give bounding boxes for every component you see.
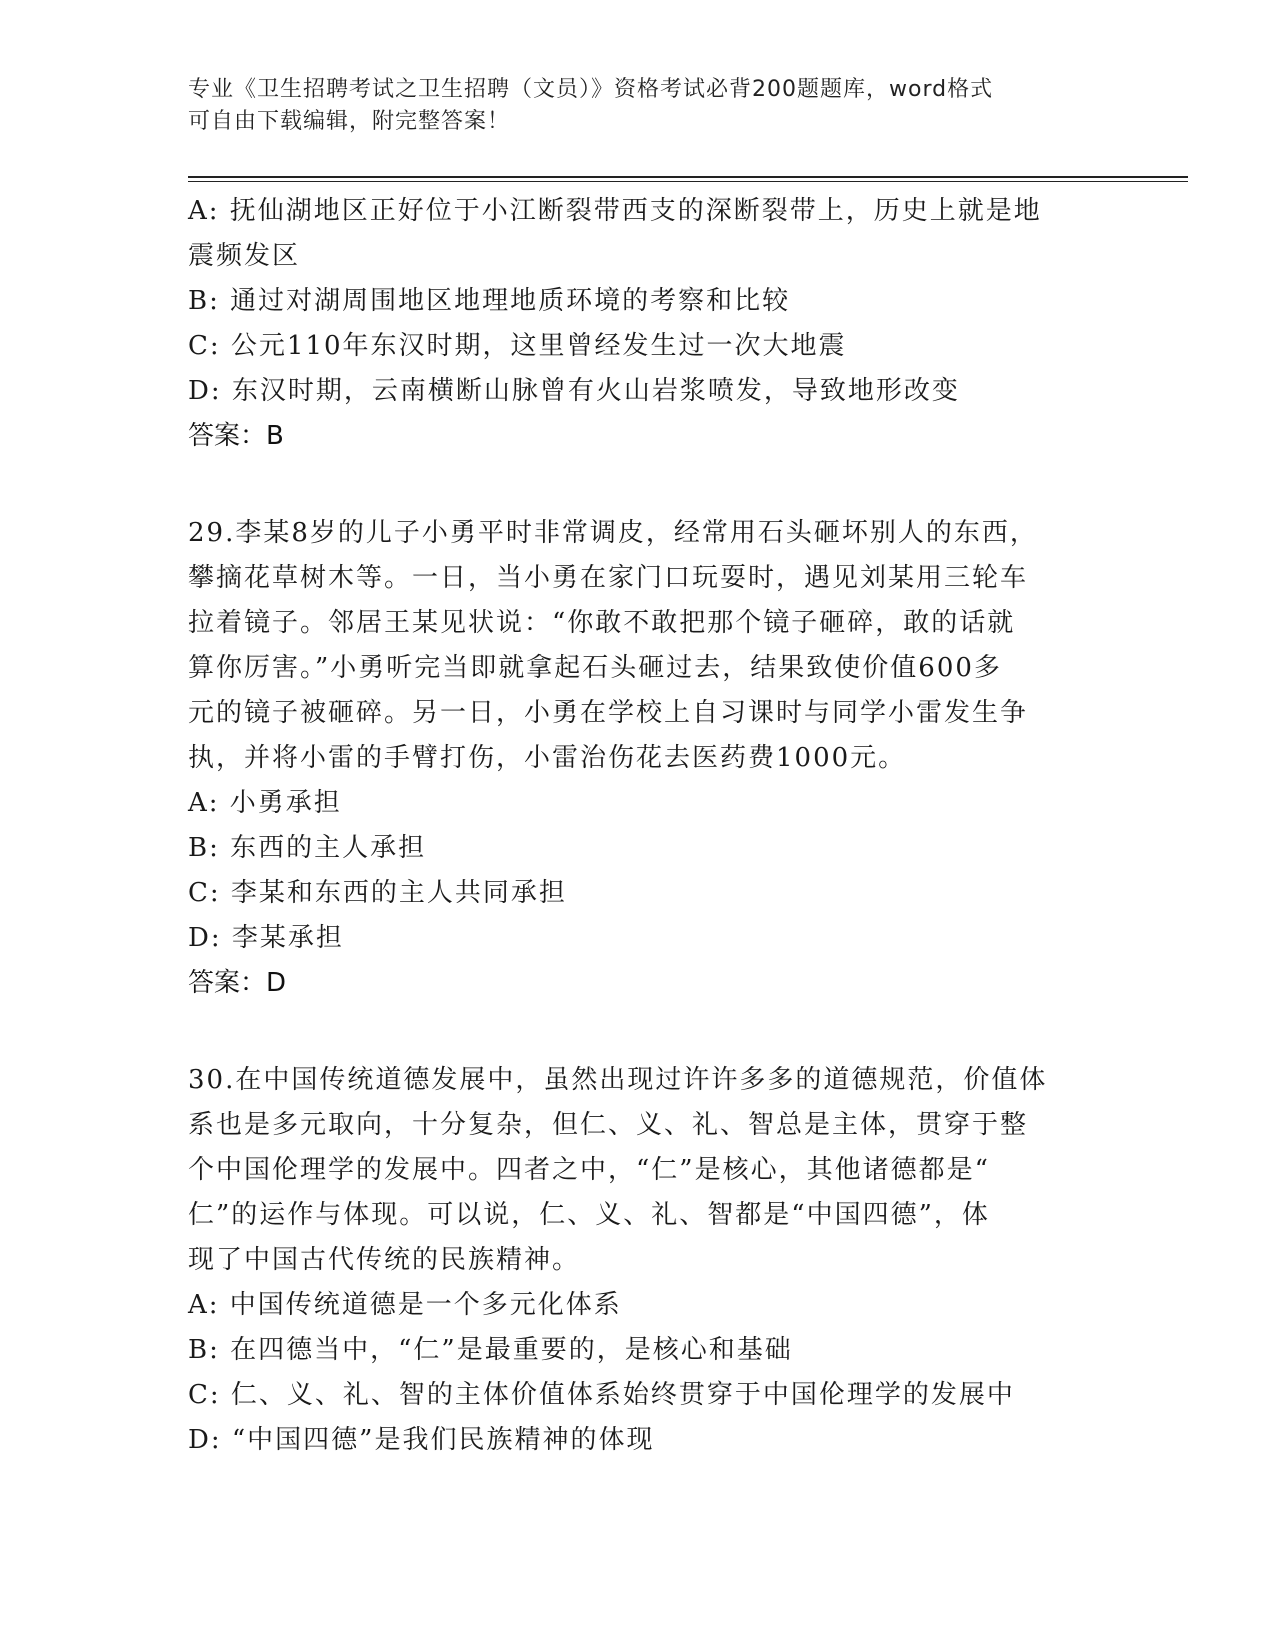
header-line-2: 可自由下载编辑，附完整答案！ bbox=[188, 109, 511, 134]
q30-stem-line: 系也是多元取向，十分复杂，但仁、义、礼、智总是主体，贯穿于整 bbox=[188, 1110, 1029, 1140]
q29-option-d: D: 李某承担 bbox=[188, 923, 344, 953]
q28-option-b: B: 通过对湖周围地区地理地质环境的考察和比较 bbox=[188, 286, 791, 316]
q29-stem-line: 29.李某8岁的儿子小勇平时非常调皮，经常用石头砸坏别人的东西， bbox=[188, 518, 1038, 548]
q30-option-a: A: 中国传统道德是一个多元化体系 bbox=[188, 1290, 622, 1320]
q29-stem-line: 攀摘花草树木等。一日，当小勇在家门口玩耍时，遇见刘某用三轮车 bbox=[188, 563, 1029, 593]
header-line-1: 专业《卫生招聘考试之卫生招聘（文员）》资格考试必背200题题库，word格式 bbox=[188, 77, 994, 102]
q29-stem-line: 算你厉害。”小勇听完当即就拿起石头砸过去，结果致使价值600多 bbox=[188, 653, 1002, 683]
document-body bbox=[188, 189, 1068, 1463]
q30-stem-line: 个中国伦理学的发展中。四者之中，“仁”是核心，其他诸德都是“ bbox=[188, 1155, 990, 1185]
q30-option-b: B: 在四德当中，“仁”是最重要的，是核心和基础 bbox=[188, 1335, 793, 1365]
question-30 bbox=[188, 1058, 1068, 1463]
document-header bbox=[188, 74, 1068, 138]
q29-stem-line: 执，并将小雷的手臂打伤，小雷治伤花去医药费1000元。 bbox=[188, 743, 907, 773]
q29-stem-line: 元的镜子被砸碎。另一日，小勇在学校上自习课时与同学小雷发生争 bbox=[188, 698, 1029, 728]
q30-option-c: C: 仁、义、礼、智的主体价值体系始终贯穿于中国伦理学的发展中 bbox=[188, 1380, 1015, 1410]
spacer bbox=[188, 1006, 1068, 1058]
q29-option-a: A: 小勇承担 bbox=[188, 788, 342, 818]
q29-option-b: B: 东西的主人承担 bbox=[188, 833, 427, 863]
q29-answer: 答案：D bbox=[188, 968, 287, 998]
q29-stem-line: 拉着镜子。邻居王某见状说：“你敢不敢把那个镜子砸碎，敢的话就 bbox=[188, 608, 1016, 638]
question-29 bbox=[188, 511, 1068, 1006]
question-28 bbox=[188, 189, 1068, 459]
header-rule-thick bbox=[188, 176, 1188, 178]
q28-option-c: C: 公元110年东汉时期，这里曾经发生过一次大地震 bbox=[188, 331, 847, 361]
q28-option-d: D: 东汉时期，云南横断山脉曾有火山岩浆喷发，导致地形改变 bbox=[188, 376, 960, 406]
q30-stem-line: 仁”的运作与体现。可以说，仁、义、礼、智都是“中国四德”，体 bbox=[188, 1200, 990, 1230]
q30-option-d: D: “中国四德”是我们民族精神的体现 bbox=[188, 1425, 655, 1455]
header-rule-thin bbox=[188, 181, 1188, 182]
q29-option-c: C: 李某和东西的主人共同承担 bbox=[188, 878, 567, 908]
q30-stem-line: 现了中国古代传统的民族精神。 bbox=[188, 1245, 581, 1275]
q30-stem-line: 30.在中国传统道德发展中，虽然出现过许许多多的道德规范，价值体 bbox=[188, 1065, 1048, 1095]
spacer bbox=[188, 459, 1068, 511]
q28-option-a-line-2: 震频发区 bbox=[188, 241, 301, 271]
q28-option-a-line-1: A: 抚仙湖地区正好位于小江断裂带西支的深断裂带上，历史上就是地 bbox=[188, 196, 1042, 226]
q28-answer: 答案：B bbox=[188, 421, 284, 451]
